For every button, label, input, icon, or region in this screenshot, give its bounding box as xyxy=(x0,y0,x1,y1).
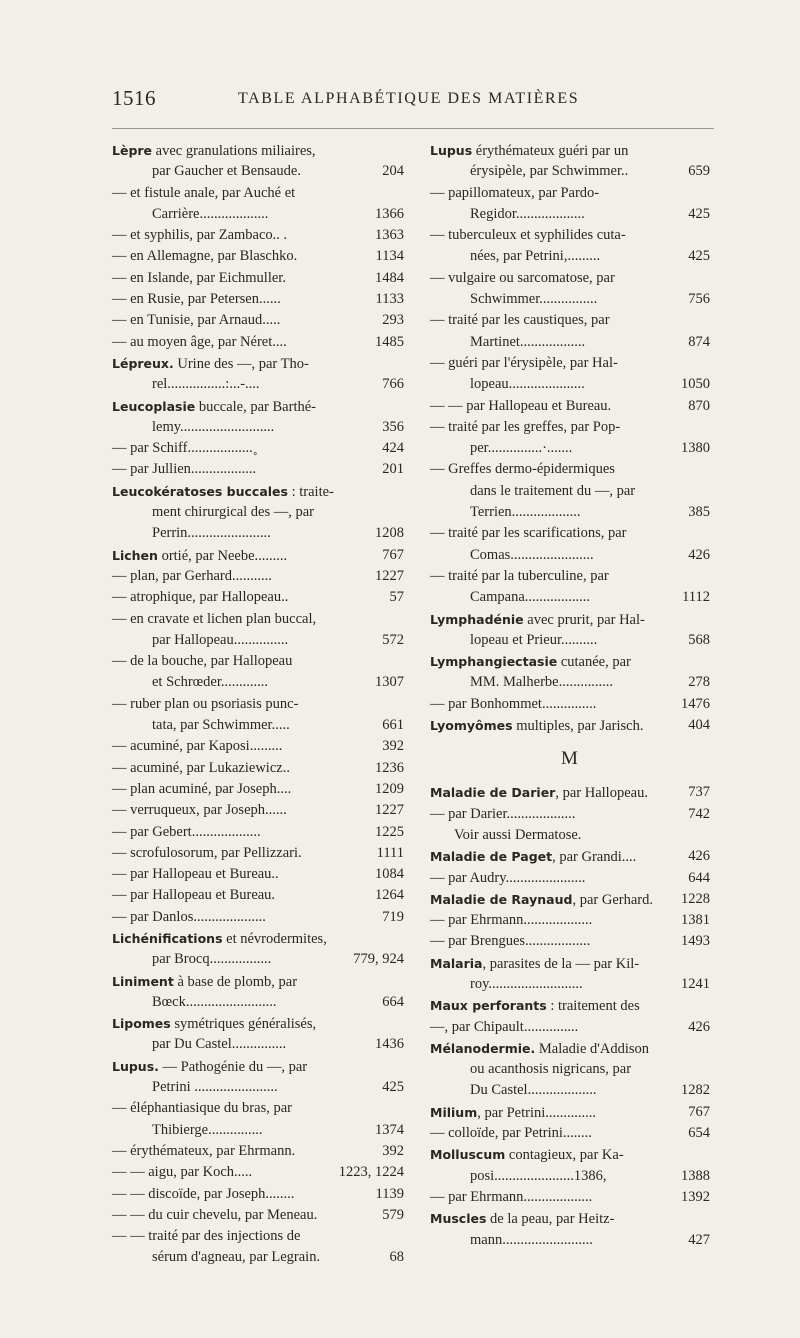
index-entry-line xyxy=(430,1144,710,1165)
entry-text: Lyomyômes multiples, par Jarisch. xyxy=(430,718,644,735)
index-entry-line xyxy=(112,1205,404,1226)
entry-text: — plan acuminé, par Joseph.... xyxy=(112,780,292,797)
page-reference: 756 xyxy=(688,291,710,308)
index-entry-line xyxy=(430,396,710,417)
entry-text: Leucoplasie buccale, par Barthé- xyxy=(112,398,316,415)
entry-text: — traité par les scarifications, par xyxy=(430,525,627,542)
page-reference: 392 xyxy=(382,1142,404,1159)
right-column xyxy=(430,140,710,1251)
entry-text: Milium, par Petrini.............. xyxy=(430,1104,597,1121)
entry-text: nées, par Petrini,......... xyxy=(470,248,601,265)
entry-text: Lichénifications et névrodermites, xyxy=(112,930,327,947)
page-reference: 1236 xyxy=(375,759,404,776)
index-entry-line xyxy=(112,353,404,374)
entry-text: Thibierge............... xyxy=(152,1121,263,1138)
entry-text: Terrien................... xyxy=(470,504,581,521)
entry-text: — — traité par des injections de xyxy=(112,1228,301,1245)
entry-text: — par Jullien.................. xyxy=(112,461,257,478)
index-entry-line xyxy=(112,1013,404,1034)
page-reference: 874 xyxy=(688,333,710,350)
page-reference: 1112 xyxy=(682,589,710,606)
page-reference: 1380 xyxy=(681,440,710,457)
entry-text: per...............·....... xyxy=(470,440,573,457)
page-reference: 572 xyxy=(382,631,404,648)
entry-text: — vulgaire ou sarcomatose, par xyxy=(430,269,615,286)
page-reference: 385 xyxy=(688,504,710,521)
page-reference: 661 xyxy=(382,717,404,734)
index-entry-line xyxy=(112,140,404,161)
index-entry-line xyxy=(112,1162,404,1183)
entry-text: — érythémateux, par Ehrmann. xyxy=(112,1142,296,1159)
entry-text: roy.......................... xyxy=(470,975,583,992)
index-entry-line xyxy=(112,736,404,757)
page-reference: 1307 xyxy=(375,674,404,691)
index-entry-line xyxy=(112,715,404,736)
entry-text: lemy.......................... xyxy=(152,418,275,435)
entry-text: —, par Chipault............... xyxy=(430,1018,579,1035)
entry-text: — par Schiff..................˳ xyxy=(112,440,258,457)
entry-text: — — du cuir chevelu, par Meneau. xyxy=(112,1206,318,1223)
page-reference: 1485 xyxy=(375,333,404,350)
entry-text: ment chirurgical des —, par xyxy=(152,504,314,521)
index-entry-line xyxy=(430,161,710,182)
page-reference: 1436 xyxy=(375,1036,404,1053)
running-title: TABLE ALPHABÉTIQUE DES MATIÈRES xyxy=(238,90,580,107)
entry-text: — tuberculeux et syphilides cuta- xyxy=(430,227,626,244)
page-reference: 68 xyxy=(389,1249,404,1266)
page-reference: 766 xyxy=(382,376,404,393)
index-entry-line xyxy=(430,1038,710,1059)
index-entry-line xyxy=(430,694,710,715)
index-entry-line xyxy=(112,1120,404,1141)
page-reference: 1241 xyxy=(681,975,710,992)
index-entry-line xyxy=(112,246,404,267)
page-reference: 426 xyxy=(688,848,710,865)
entry-text: ou acanthosis nigricans, par xyxy=(470,1061,632,1078)
index-entry-line xyxy=(430,183,710,204)
page-reference: 742 xyxy=(688,805,710,822)
entry-text: sérum d'agneau, par Legrain. xyxy=(152,1249,321,1266)
page-reference: 392 xyxy=(382,738,404,755)
page-reference: 424 xyxy=(382,440,404,457)
page-reference: 356 xyxy=(382,418,404,435)
index-entry-line xyxy=(112,800,404,821)
index-entry-line xyxy=(112,864,404,885)
index-entry-line xyxy=(112,481,404,502)
entry-text: rel................:...-.... xyxy=(152,376,260,393)
page-reference: 1134 xyxy=(375,248,404,265)
entry-text: — éléphantiasique du bras, par xyxy=(112,1100,292,1117)
entry-text: Regidor................... xyxy=(470,205,585,222)
index-entry-line xyxy=(430,889,710,910)
index-entry-line xyxy=(112,1141,404,1162)
index-entry-line xyxy=(112,587,404,608)
page-reference: 1374 xyxy=(375,1121,404,1138)
page-reference: 1282 xyxy=(681,1082,710,1099)
entry-text: et Schrœder............. xyxy=(152,674,268,691)
entry-text: — en Islande, par Eichmuller. xyxy=(112,269,286,286)
index-entry-line xyxy=(112,609,404,630)
index-entry-line xyxy=(112,651,404,672)
index-entry-line xyxy=(430,715,710,736)
page-reference: 1227 xyxy=(375,802,404,819)
index-entry-line xyxy=(430,630,710,651)
page-reference: 664 xyxy=(382,993,404,1010)
entry-text: — Greffes dermo-épidermiques xyxy=(430,461,615,478)
entry-text: Maladie de Raynaud, par Gerhard. xyxy=(430,891,653,908)
entry-text: — acuminé, par Lukaziewicz.. xyxy=(112,759,290,776)
entry-text: — traité par les caustiques, par xyxy=(430,312,610,329)
entry-text: Malaria, parasites de la — par Kil- xyxy=(430,955,640,972)
page-reference: 1388 xyxy=(681,1167,710,1184)
entry-text: dans le traitement du —, par xyxy=(470,482,636,499)
entry-text: — et syphilis, par Zambaco.. . xyxy=(112,227,288,244)
page-reference: 278 xyxy=(688,674,710,691)
index-entry-line xyxy=(112,310,404,331)
entry-text: — traité par la tuberculine, par xyxy=(430,567,609,584)
entry-text: — par Audry...................... xyxy=(430,869,586,886)
index-entry-line xyxy=(112,758,404,779)
index-entry-line xyxy=(112,1056,404,1077)
index-entry-line xyxy=(112,225,404,246)
page-reference: 1476 xyxy=(681,695,710,712)
index-entry-line xyxy=(430,289,710,310)
page-reference: 426 xyxy=(688,546,710,563)
page-reference: 426 xyxy=(688,1018,710,1035)
index-entry-line xyxy=(430,481,710,502)
index-entry-line xyxy=(430,651,710,672)
entry-text: — au moyen âge, par Néret.... xyxy=(112,333,287,350)
index-entry-line xyxy=(430,910,710,931)
index-entry-line xyxy=(430,846,710,867)
entry-text: par Gaucher et Bensaude. xyxy=(152,163,301,180)
page-reference: 644 xyxy=(688,869,710,886)
entry-text: — par Bonhommet............... xyxy=(430,695,597,712)
page-reference: 1223, 1224 xyxy=(338,1164,404,1181)
index-entry-line xyxy=(112,822,404,843)
entry-text: Lèpre avec granulations miliaires, xyxy=(112,143,316,159)
entry-text: — papillomateux, par Pardo- xyxy=(430,184,600,201)
index-entry-line xyxy=(430,353,710,374)
page-reference: 425 xyxy=(382,1079,404,1096)
entry-text: — par Ehrmann................... xyxy=(430,1188,593,1205)
entry-text: Schwimmer................ xyxy=(470,291,598,308)
index-entry-line xyxy=(430,1208,710,1229)
page-reference: 204 xyxy=(382,163,404,180)
index-entry-line xyxy=(112,289,404,310)
page-reference: 293 xyxy=(382,312,404,329)
entry-text: — en Tunisie, par Arnaud..... xyxy=(112,312,281,329)
entry-text: Campana.................. xyxy=(470,589,591,606)
index-entry-line xyxy=(112,1034,404,1055)
index-entry-line xyxy=(112,374,404,395)
index-entry-line xyxy=(112,843,404,864)
entry-text: par Brocq................. xyxy=(152,951,272,968)
index-entry-line xyxy=(430,1102,710,1123)
page-reference: 659 xyxy=(688,163,710,180)
page-reference: 1484 xyxy=(375,269,404,286)
index-entry-line xyxy=(430,502,710,523)
entry-text: — et fistule anale, par Auché et xyxy=(112,184,296,201)
page-reference: 1111 xyxy=(376,844,404,861)
index-entry-line xyxy=(112,1226,404,1247)
index-entry-line xyxy=(430,438,710,459)
entry-text: — par Hallopeau et Bureau.. xyxy=(112,866,279,883)
index-entry-line xyxy=(430,566,710,587)
entry-text: Martinet.................. xyxy=(470,333,586,350)
index-entry-line xyxy=(112,332,404,353)
index-entry-line xyxy=(430,523,710,544)
index-entry-line xyxy=(430,782,710,803)
entry-text: Petrini ....................... xyxy=(152,1079,278,1096)
page-header xyxy=(0,84,800,120)
index-entry-line xyxy=(430,974,710,995)
index-entry-line xyxy=(430,225,710,246)
index-entry-line xyxy=(430,804,710,825)
index-entry-line xyxy=(112,907,404,928)
entry-text: Liniment à base de plomb, par xyxy=(112,973,298,990)
entry-text: — — par Hallopeau et Bureau. xyxy=(430,397,612,414)
index-entry-line xyxy=(430,1017,710,1038)
section-letter-heading: M xyxy=(561,748,579,770)
index-entry-line xyxy=(112,268,404,289)
left-column xyxy=(112,140,404,1269)
index-entry-line xyxy=(112,1098,404,1119)
page-reference: 719 xyxy=(382,908,404,925)
entry-text: — par Darier................... xyxy=(430,805,576,822)
index-entry-line xyxy=(430,825,710,846)
index-entry-line xyxy=(112,204,404,225)
index-entry-line xyxy=(430,1230,710,1251)
page-reference: 1050 xyxy=(681,376,710,393)
index-entry-line xyxy=(430,140,710,161)
entry-text: Perrin....................... xyxy=(152,525,271,542)
index-entry-line xyxy=(112,928,404,949)
entry-text: Carrière................... xyxy=(152,205,269,222)
page-reference: 1366 xyxy=(375,205,404,222)
page-reference: 1225 xyxy=(375,823,404,840)
index-entry-line xyxy=(112,1184,404,1205)
index-entry-line xyxy=(112,1077,404,1098)
index-entry-line xyxy=(112,438,404,459)
page-reference: 767 xyxy=(382,546,404,563)
entry-text: Molluscum contagieux, par Ka- xyxy=(430,1147,624,1164)
entry-text: — par Gebert................... xyxy=(112,823,261,840)
index-entry-line xyxy=(112,779,404,800)
entry-text: Lymphadénie avec prurit, par Hal- xyxy=(430,611,645,628)
page-reference: 779, 924 xyxy=(353,951,404,968)
page-reference: 57 xyxy=(389,589,404,606)
index-entry-line xyxy=(112,672,404,693)
index-entry-line xyxy=(112,971,404,992)
entry-text: — par Hallopeau et Bureau. xyxy=(112,887,276,904)
index-entry-line xyxy=(430,268,710,289)
page-reference: 1139 xyxy=(375,1185,404,1202)
page-reference: 425 xyxy=(688,248,710,265)
page-reference: 1264 xyxy=(375,887,404,904)
entry-text: — — discoïde, par Joseph........ xyxy=(112,1185,295,1202)
index-entry-line xyxy=(430,1123,710,1144)
entry-text: — acuminé, par Kaposi......... xyxy=(112,738,283,755)
entry-text: Lymphangiectasie cutanée, par xyxy=(430,654,631,671)
entry-text: Maladie de Paget, par Grandi.... xyxy=(430,849,637,866)
entry-text: — ruber plan ou psoriasis punc- xyxy=(112,695,299,712)
page-reference: 568 xyxy=(688,631,710,648)
index-entry-line xyxy=(112,417,404,438)
entry-text: — atrophique, par Hallopeau.. xyxy=(112,589,289,606)
index-entry-line xyxy=(112,545,404,566)
index-entry-line xyxy=(112,566,404,587)
entry-text: — par Brengues.................. xyxy=(430,933,591,950)
page-reference: 1381 xyxy=(681,912,710,929)
entry-text: Bœck......................... xyxy=(152,993,277,1010)
entry-text: Lépreux. Urine des —, par Tho- xyxy=(112,355,309,372)
page-reference: 1208 xyxy=(375,525,404,542)
index-entry-line xyxy=(112,502,404,523)
entry-text: — traité par les greffes, par Pop- xyxy=(430,418,621,435)
index-entry-line xyxy=(112,694,404,715)
index-entry-line xyxy=(430,459,710,480)
page-reference: 1084 xyxy=(375,866,404,883)
index-entry-line xyxy=(112,1247,404,1268)
entry-text: posi......................1386, xyxy=(470,1167,607,1184)
index-entry-line xyxy=(430,417,710,438)
entry-text: — par Ehrmann................... xyxy=(430,912,593,929)
page-reference: 654 xyxy=(688,1125,710,1142)
page-reference: 404 xyxy=(688,717,710,734)
index-entry-line xyxy=(430,332,710,353)
page-reference: 427 xyxy=(688,1231,710,1248)
entry-text: tata, par Schwimmer..... xyxy=(152,717,290,734)
page-reference: 1392 xyxy=(681,1188,710,1205)
entry-text: Lupus érythémateux guéri par un xyxy=(430,143,629,159)
entry-text: lopeau et Prieur.......... xyxy=(470,631,598,648)
entry-text: — verruqueux, par Joseph...... xyxy=(112,802,287,819)
index-entry-line xyxy=(430,374,710,395)
entry-text: par Hallopeau............... xyxy=(152,631,289,648)
page-reference: 425 xyxy=(688,205,710,222)
index-entry-line xyxy=(430,246,710,267)
page-number: 1516 xyxy=(112,86,156,110)
entry-text: érysipèle, par Schwimmer.. xyxy=(470,163,629,180)
entry-text: Lichen ortié, par Neebe......... xyxy=(112,547,288,564)
index-entry-line xyxy=(112,459,404,480)
entry-text: Voir aussi Dermatose. xyxy=(454,826,582,843)
index-entry-line xyxy=(430,587,710,608)
entry-text: Maladie de Darier, par Hallopeau. xyxy=(430,785,648,802)
page-reference: 201 xyxy=(382,461,404,478)
index-entry-line xyxy=(112,523,404,544)
index-entry-line xyxy=(430,1166,710,1187)
page-reference: 1209 xyxy=(375,780,404,797)
entry-text: — — aigu, par Koch..... xyxy=(112,1164,253,1181)
entry-text: Mélanodermie. Maladie d'Addison xyxy=(430,1040,650,1057)
index-entry-line xyxy=(430,868,710,889)
index-entry-line xyxy=(430,1059,710,1080)
index-entry-line xyxy=(112,885,404,906)
entry-text: Du Castel................... xyxy=(470,1082,597,1099)
index-entry-line xyxy=(112,161,404,182)
entry-text: — en Allemagne, par Blaschko. xyxy=(112,248,298,265)
entry-text: Maux perforants : traitement des xyxy=(430,998,640,1015)
header-rule xyxy=(112,128,714,129)
index-entry-line xyxy=(112,992,404,1013)
entry-text: Comas....................... xyxy=(470,546,594,563)
index-entry-line xyxy=(430,931,710,952)
entry-text: Leucokératoses buccales : traite- xyxy=(112,483,334,500)
index-entry-line xyxy=(112,630,404,651)
entry-text: — de la bouche, par Hallopeau xyxy=(112,653,293,670)
entry-text: Muscles de la peau, par Heitz- xyxy=(430,1211,615,1228)
index-entry-line xyxy=(112,396,404,417)
page-reference: 1227 xyxy=(375,567,404,584)
entry-text: — plan, par Gerhard........... xyxy=(112,567,272,584)
entry-text: — colloïde, par Petrini........ xyxy=(430,1125,592,1142)
page-reference: 767 xyxy=(688,1103,710,1120)
entry-text: mann......................... xyxy=(470,1231,593,1248)
entry-text: — par Danlos.................... xyxy=(112,908,266,925)
entry-text: Lipomes symétriques généralisés, xyxy=(112,1016,317,1033)
index-entry-line xyxy=(430,953,710,974)
index-entry-line xyxy=(112,949,404,970)
entry-text: — en Rusie, par Petersen...... xyxy=(112,291,281,308)
index-entry-line xyxy=(430,545,710,566)
index-entry-line xyxy=(430,1187,710,1208)
page-reference: 1363 xyxy=(375,227,404,244)
entry-text: — guéri par l'érysipèle, par Hal- xyxy=(430,354,618,371)
page-reference: 737 xyxy=(688,784,710,801)
entry-text: lopeau..................... xyxy=(470,376,585,393)
index-entry-line xyxy=(430,609,710,630)
entry-text: — scrofulosorum, par Pellizzari. xyxy=(112,844,302,861)
index-entry-line xyxy=(430,995,710,1016)
index-entry-line xyxy=(430,204,710,225)
entry-text: par Du Castel............... xyxy=(152,1036,287,1053)
page-reference: 579 xyxy=(382,1206,404,1223)
entry-text: Lupus. — Pathogénie du —, par xyxy=(112,1058,308,1075)
page-reference: 1493 xyxy=(681,933,710,950)
entry-text: MM. Malherbe............... xyxy=(470,674,613,691)
index-entry-line xyxy=(430,1080,710,1101)
page-reference: 1228 xyxy=(681,890,710,907)
index-entry-line xyxy=(430,310,710,331)
index-entry-line xyxy=(112,183,404,204)
index-entry-line xyxy=(430,672,710,693)
entry-text: — en cravate et lichen plan buccal, xyxy=(112,610,317,627)
page-reference: 1133 xyxy=(375,291,404,308)
page-reference: 870 xyxy=(688,397,710,414)
